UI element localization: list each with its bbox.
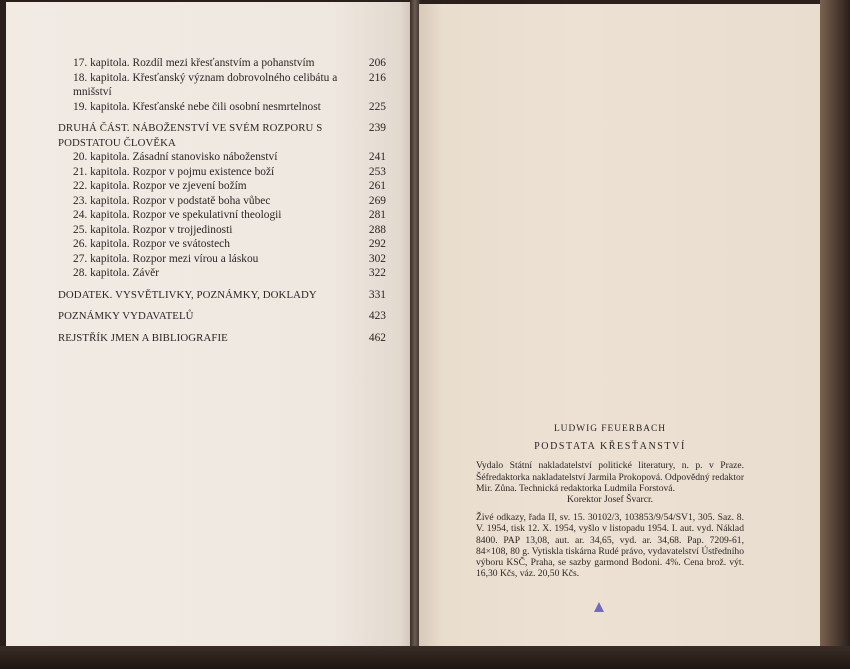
toc-entry-page: 239: [368, 122, 386, 134]
toc-entry-page: 281: [368, 209, 386, 221]
toc-chapter-row: [58, 237, 386, 252]
toc-entry-title: 24. kapitola. Rozpor ve spekulativní theologii: [73, 209, 282, 221]
right-page: [419, 4, 821, 652]
toc-chapter-row: [58, 150, 386, 165]
toc-entry-title: DODATEK. VYSVĚTLIVKY, POZNÁMKY, DOKLADY: [58, 288, 317, 301]
toc-entry-page: 288: [368, 223, 386, 236]
colophon-corrector: Korektor Josef Švarcr.: [566, 494, 654, 506]
toc-chapter-row: [58, 179, 386, 194]
toc-chapter-row: [58, 194, 386, 209]
toc-entry-page: 253: [368, 165, 386, 178]
colophon-details: Živé odkazy, řada II, sv. 15. 30102/3, 103853/9/54/SV1, 305. Saz. 8. V. 1954, tisk 12. X. 1954, vyšlo v listopadu 1954. I. aut. vyd. Náklad 8400. PAP 13,08, aut. ar. 34,65, vyd. ar. 34,68. Pap. 7209-61, 84×108, 80 g. Vytiskla tiskárna Rudé právo, vydavatelství Ústředního výboru KSČ, Praha, se sazby garmond Bodoni. 4%. Cena brož. výt. 16,30 Kčs, váz. 20,50 Kčs.: [476, 512, 744, 580]
toc-chapter-row: [58, 266, 386, 281]
toc-gap: [58, 281, 386, 288]
toc-entry-page: 331: [368, 288, 386, 301]
toc-gap: [58, 114, 386, 121]
toc-part-row: [58, 331, 386, 346]
toc-chapter-row: [58, 100, 386, 115]
toc-entry-page: 225: [368, 100, 386, 113]
colophon-publisher: Vydalo Státní nakladatelství politické literatury, n. p. v Praze. Šéfredaktorka nakladatelství Jarmila Prokopová. Odpovědný redaktor Mir. Zůna. Technická redaktorka Ludmila Forstová.: [476, 460, 745, 494]
toc-entry-page: 206: [368, 57, 386, 69]
toc-chapter-row: [58, 208, 386, 223]
toc-entry-title: 23. kapitola. Rozpor v podstatě boha vůbec: [73, 194, 271, 207]
toc-entry-page: 322: [368, 267, 386, 279]
toc-entry-page: 423: [368, 310, 386, 322]
toc-gap: [58, 302, 386, 309]
toc-entry-title: 17. kapitola. Rozdíl mezi křesťanstvím a pohanstvím: [73, 57, 315, 69]
book-edge-bottom: [0, 646, 850, 669]
colophon: [476, 424, 744, 584]
toc-entry-title: 27. kapitola. Rozpor mezi vírou a láskou: [73, 252, 259, 265]
toc-part-row: [58, 121, 386, 150]
toc-entry-title: 18. kapitola. Křesťanský význam dobrovolného celibátu a mnišství: [73, 71, 338, 98]
toc-entry-title: 28. kapitola. Závěr: [73, 267, 160, 279]
toc-entry-title: 25. kapitola. Rozpor v trojjedinosti: [73, 223, 233, 236]
toc-entry-title: 22. kapitola. Rozpor ve zjevení božím: [73, 180, 247, 192]
toc-entry-page: 462: [368, 331, 386, 344]
toc-chapter-row: [58, 165, 386, 180]
toc-entry-title: 26. kapitola. Rozpor ve svátostech: [73, 238, 230, 250]
toc-entry-page: 241: [368, 151, 386, 163]
colophon-title: PODSTATA KŘESŤANSTVÍ: [534, 441, 686, 453]
toc-chapter-row: [58, 223, 386, 238]
toc-entry-title: 20. kapitola. Zásadní stanovisko náboženství: [73, 151, 278, 163]
toc-part-row: [58, 288, 386, 303]
toc-entry-page: 292: [368, 238, 386, 250]
ink-stamp-icon: [592, 600, 606, 614]
toc-entry-title: REJSTŘÍK JMEN A BIBLIOGRAFIE: [58, 331, 228, 344]
table-of-contents: [58, 56, 386, 345]
colophon-author: LUDWIG FEUERBACH: [553, 424, 667, 434]
toc-chapter-row: [58, 252, 386, 267]
toc-entry-title: 19. kapitola. Křesťanské nebe čili osobní nesmrtelnost: [73, 100, 321, 113]
toc-entry-page: 261: [368, 180, 386, 192]
left-page: [6, 2, 412, 647]
toc-entry-title: 21. kapitola. Rozpor v pojmu existence boží: [73, 165, 275, 178]
toc-chapter-row: [58, 71, 386, 100]
book-edge-right: [820, 0, 850, 669]
toc-entry-page: 302: [368, 252, 386, 265]
toc-part-row: [58, 309, 386, 324]
toc-entry-page: 216: [368, 71, 386, 84]
toc-entry-title: DRUHÁ ČÁST. NÁBOŽENSTVÍ VE SVÉM ROZPORU S PODSTATOU ČLOVĚKA: [58, 122, 323, 149]
toc-entry-title: POZNÁMKY VYDAVATELŮ: [58, 310, 194, 322]
toc-gap: [58, 324, 386, 331]
toc-chapter-row: [58, 56, 386, 71]
toc-entry-page: 269: [368, 194, 386, 207]
